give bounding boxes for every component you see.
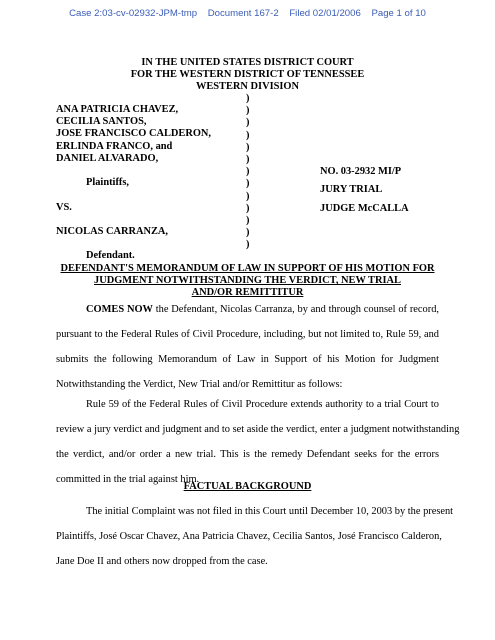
paragraph-line: The initial Complaint was not filed in this Court until December 10, 2003 by the present (86, 506, 454, 517)
paren: ) (246, 166, 250, 178)
paren: ) (246, 239, 250, 251)
paragraph-line: committed in the trial against him. (56, 474, 200, 485)
paragraph-line: the verdict, and/or order a new trial. This is the remedy Defendant seeks for the errors (56, 449, 439, 460)
paragraph-line: Plaintiffs, José Oscar Chavez, Ana Patricia Chavez, Cecilia Santos, José Francisco Calderon, (56, 531, 442, 542)
spacer (56, 189, 256, 201)
caption-parties (56, 104, 256, 262)
paragraph-text: the Defendant, Nicolas Carranza, by and through counsel of record, (152, 304, 439, 315)
paragraph-line: Jane Doe II and others now dropped from the case. (56, 556, 268, 567)
defendant-name: NICOLAS CARRANZA, (56, 225, 168, 237)
paragraph-line: Notwithstanding the Verdict, New Trial and/or Remittitur as follows: (56, 379, 343, 390)
spacer (56, 165, 256, 177)
plaintiff-name: ANA PATRICIA CHAVEZ, (56, 104, 179, 115)
paren: ) (246, 105, 250, 117)
paren: ) (246, 190, 250, 202)
paragraph-comes-now (56, 304, 439, 404)
comes-now-lead: COMES NOW (86, 304, 153, 315)
paren: ) (246, 129, 250, 141)
spacer (56, 214, 256, 226)
plaintiff-name: ERLINDA FRANCO, and (56, 140, 173, 152)
court-name-line-2: FOR THE WESTERN DISTRICT OF TENNESSEE (130, 69, 365, 80)
paren: ) (246, 178, 250, 190)
title-line-1: DEFENDANT'S MEMORANDUM OF LAW IN SUPPORT OF HIS MOTION FOR (60, 263, 435, 274)
defendant-label: Defendant. (86, 250, 135, 262)
paragraph-line (56, 304, 439, 329)
versus-label: VS. (56, 201, 72, 213)
ecf-header-stamp: Case 2:03-cv-02932-JPM-tmp Document 167-2 Filed 02/01/2006 Page 1 of 10 (69, 8, 426, 19)
paren: ) (246, 153, 250, 165)
paren: ) (246, 141, 250, 153)
paragraph-line: Rule 59 of the Federal Rules of Civil Procedure extends authority to a trial Court to (86, 399, 439, 410)
court-name-line-1: IN THE UNITED STATES DISTRICT COURT (141, 57, 354, 68)
title-line-2: JUDGMENT NOTWITHSTANDING THE VERDICT, NEW TRIAL (94, 275, 401, 287)
plaintiff-name: JOSE FRANCISCO CALDERON, (56, 128, 212, 140)
paragraph-line: pursuant to the Federal Rules of Civil Procedure, including, but not limited to, Rule 59, and (56, 329, 439, 340)
plaintiff-name: CECILIA SANTOS, (56, 116, 147, 128)
section-heading-factual-background: FACTUAL BACKGROUND (183, 481, 312, 492)
plaintiff-name: DANIEL ALVARADO, (56, 152, 159, 164)
case-number: NO. 03-2932 MI/P (320, 166, 402, 177)
paren: ) (246, 227, 250, 239)
paren: ) (246, 214, 250, 226)
paren: ) (246, 93, 250, 104)
memorandum-title (0, 263, 495, 300)
title-line-3: AND/OR REMITTITUR (191, 287, 304, 299)
jury-trial-label: JURY TRIAL (320, 184, 383, 195)
paren: ) (246, 117, 250, 129)
spacer (56, 238, 256, 250)
court-division: WESTERN DIVISION (195, 81, 300, 92)
paragraph-line: submits the following Memorandum of Law in Support of his Motion for Judgment (56, 354, 439, 365)
paragraph-initial-complaint (56, 506, 454, 581)
paragraph-line: review a jury verdict and judgment and to set aside the verdict, enter a judgment notwithstanding (56, 424, 460, 435)
plaintiffs-label: Plaintiffs, (86, 177, 130, 189)
paren: ) (246, 202, 250, 214)
judge-label: JUDGE McCALLA (320, 203, 409, 214)
